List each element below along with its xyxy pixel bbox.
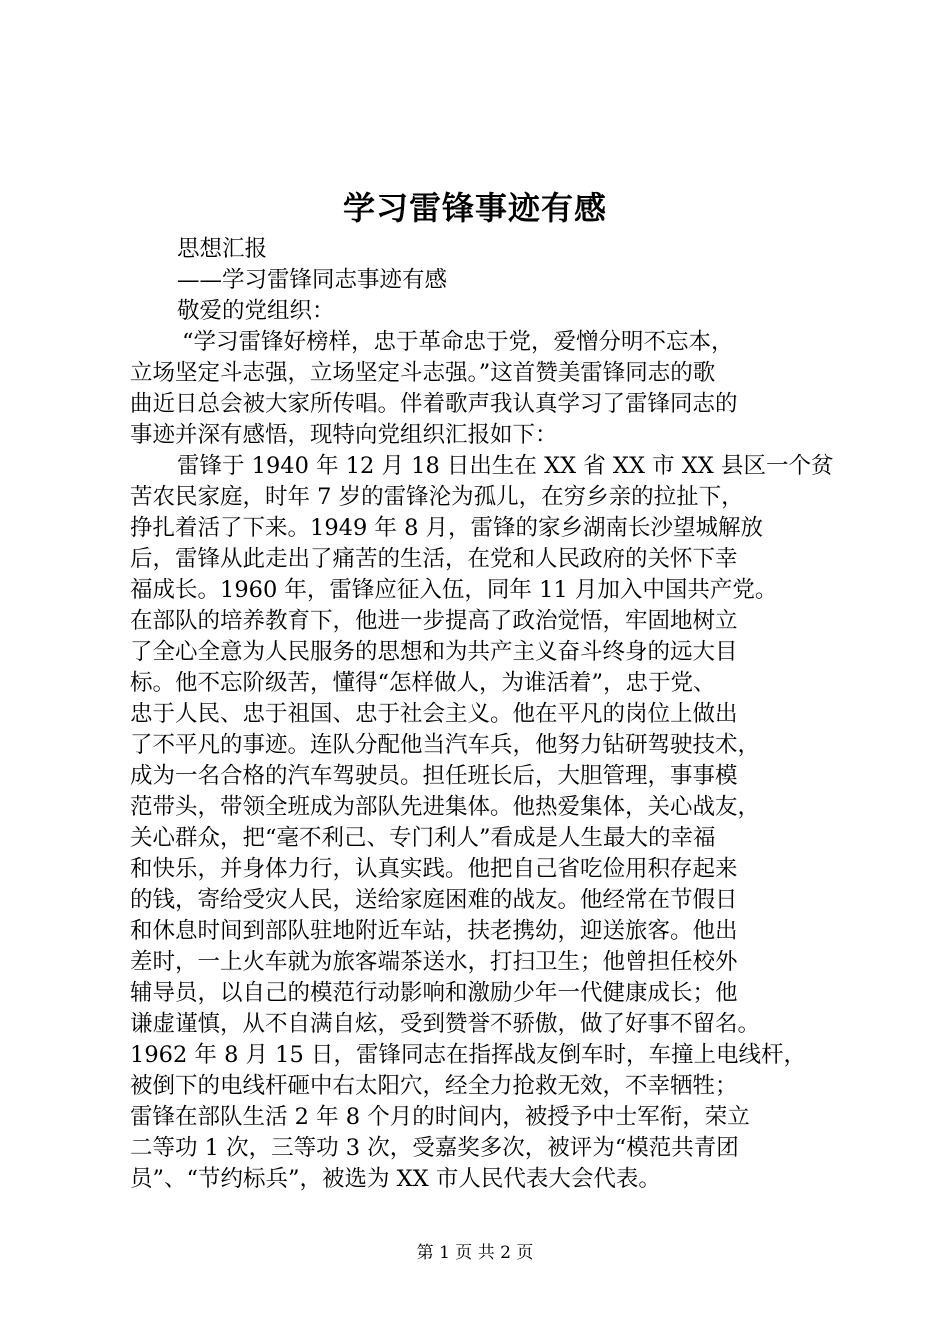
- paragraph-2-line: 了不平凡的事迹。连队分配他当汽车兵，他努力钻研驾驶技术，: [130, 732, 761, 758]
- paragraph-2-line: 后，雷锋从此走出了痛苦的生活，在党和人民政府的关怀下幸: [130, 546, 738, 572]
- paragraph-2-line: 挣扎着活了下来。1949 年 8 月，雷锋的家乡湖南长沙望城解放: [130, 515, 764, 541]
- paragraph-2-line: 关心群众，把“毫不利己、专门利人”看成是人生最大的幸福: [130, 825, 716, 851]
- paragraph-2-line: 忠于人民、忠于祖国、忠于社会主义。他在平凡的岗位上做出: [130, 701, 738, 727]
- paragraph-2-line: 范带头，带领全班成为部队先进集体。他热爱集体，关心战友，: [130, 794, 761, 820]
- salutation-line: 敬爱的党组织：: [177, 298, 335, 324]
- paragraph-1-line: 事迹并深有感悟，现特向党组织汇报如下：: [130, 422, 558, 448]
- paragraph-2-line: 雷锋在部队生活 2 年 8 个月的时间内，被授予中士军衔，荣立: [130, 1104, 750, 1130]
- page-footer: 第 1 页 共 2 页: [416, 1243, 534, 1263]
- paragraph-2-line: 员”、“节约标兵”，被选为 XX 市人民代表大会代表。: [130, 1166, 661, 1192]
- paragraph-2-line: 和快乐，并身体力行，认真实践。他把自己省吃俭用积存起来: [130, 856, 738, 882]
- paragraph-1-line: “学习雷锋好榜样，忠于革命忠于党，爱憎分明不忘本，: [182, 329, 734, 355]
- paragraph-2-line: 二等功 1 次，三等功 3 次，受嘉奖多次，被评为“模范共青团: [130, 1135, 739, 1161]
- paragraph-2-line: 1962 年 8 月 15 日，雷锋同志在指挥战友倒车时，车撞上电线杆，: [130, 1042, 806, 1068]
- paragraph-2-line: 了全心全意为人民服务的思想和为共产主义奋斗终身的远大目: [130, 639, 738, 665]
- paragraph-2-line: 在部队的培养教育下，他进一步提高了政治觉悟，牢固地树立: [130, 608, 738, 634]
- paragraph-2-line: 辅导员，以自己的模范行动影响和激励少年一代健康成长；他: [130, 980, 738, 1006]
- paragraph-2-line: 差时，一上火车就为旅客端茶送水，打扫卫生；他曾担任校外: [130, 949, 738, 975]
- paragraph-2-line: 的钱，寄给受灾人民，送给家庭困难的战友。他经常在节假日: [130, 887, 738, 913]
- report-type-line: 思想汇报: [177, 236, 268, 262]
- paragraph-1-line: 曲近日总会被大家所传唱。伴着歌声我认真学习了雷锋同志的: [130, 391, 738, 417]
- subtitle-line: ——学习雷锋同志事迹有感: [177, 267, 448, 293]
- paragraph-2-line: 谦虚谨慎，从不自满自炫，受到赞誉不骄傲，做了好事不留名。: [130, 1011, 761, 1037]
- document-body: [130, 234, 834, 1195]
- paragraph-2-line: 和休息时间到部队驻地附近车站，扶老携幼，迎送旅客。他出: [130, 918, 738, 944]
- paragraph-1-line: 立场坚定斗志强，立场坚定斗志强。”这首赞美雷锋同志的歌: [130, 360, 716, 386]
- paragraph-2-line: 成为一名合格的汽车驾驶员。担任班长后，大胆管理，事事模: [130, 763, 738, 789]
- paragraph-2-line: 雷锋于 1940 年 12 月 18 日出生在 XX 省 XX 市 XX 县区一个贫: [177, 453, 834, 479]
- paragraph-2-line: 标。他不忘阶级苦，懂得“怎样做人，为谁活着”，忠于党、: [130, 670, 716, 696]
- paragraph-2-line: 被倒下的电线杆砸中右太阳穴，经全力抢救无效，不幸牺牲；: [130, 1073, 738, 1099]
- paragraph-2-line: 苦农民家庭，时年 7 岁的雷锋沦为孤儿，在穷乡亲的拉扯下，: [130, 484, 744, 510]
- document-title: 学习雷锋事迹有感: [342, 189, 607, 227]
- paragraph-2-line: 福成长。1960 年，雷锋应征入伍，同年 11 月加入中国共产党。: [130, 577, 778, 603]
